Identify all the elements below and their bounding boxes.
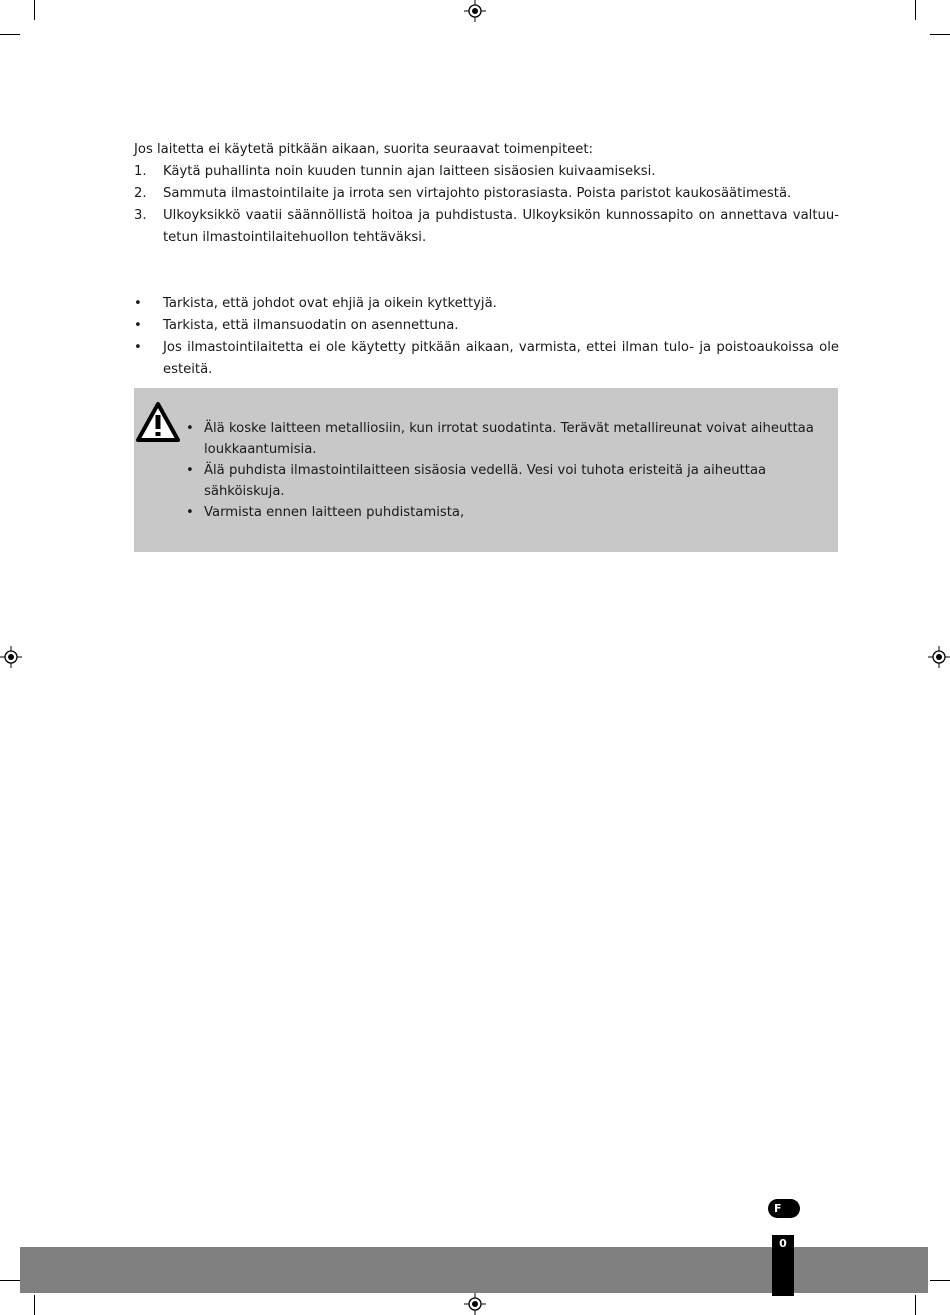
warning-box [134,388,838,552]
warning-list [186,418,826,523]
list-item [186,502,826,523]
page-number: 0 [772,1235,794,1296]
registration-mark-icon [464,1293,486,1315]
crop-mark [930,1280,950,1281]
check-text: Jos ilmastointilaitetta ei ole käytetty pitkään aikaan, varmista, ettei ilman tulo- ja poistoaukoissa ole esteitä. [163,340,839,377]
registration-mark-icon [0,646,22,668]
step-text: Käytä puhallinta noin kuuden tunnin ajan laitteen sisäosien kuivaamiseksi. [163,164,656,179]
registration-mark-icon [928,646,950,668]
warning-text: Älä koske laitteen metalliosiin, kun irrotat suodatinta. Terävät metallireunat voivat aiheuttaa loukkaantumisia. [204,421,814,457]
bullet: • [186,421,194,436]
list-item [134,293,839,315]
bullet: • [134,296,142,311]
bullet: • [134,318,142,333]
crop-mark [34,0,35,20]
warning-text: Varmista ennen laitteen puhdistamista, [204,505,465,520]
crop-mark [0,1280,20,1281]
list-item [134,337,839,381]
bullet: • [186,505,194,520]
list-item [186,418,826,460]
list-item [134,205,839,249]
list-item [134,183,839,205]
bullet: • [186,463,194,478]
language-badge: F [768,1199,800,1218]
step-text: Ulkoyksikkö vaatii säännöllistä hoitoa ja puhdistusta. Ulkoyksikön kunnossapito on annettava valtuu-tetun ilmastointilaitehuollon tehtäväksi. [163,208,839,245]
step-text: Sammuta ilmastointilaite ja irrota sen virtajohto pistorasiasta. Poista paristot kaukosäätimestä. [163,186,792,201]
numbered-steps [134,161,839,249]
intro-text: Jos laitetta ei käytetä pitkään aikaan, suorita seuraavat toimenpiteet: [134,142,593,157]
check-text: Tarkista, että ilmansuodatin on asennettuna. [163,318,459,333]
step-number: 1. [134,164,147,179]
check-text: Tarkista, että johdot ovat ehjiä ja oikein kytkettyjä. [163,296,497,311]
registration-mark-icon [464,0,486,22]
crop-mark [915,1295,916,1315]
warning-text: Älä puhdista ilmastointilaitteen sisäosia vedellä. Vesi voi tuhota eristeitä ja aiheuttaa sähköiskuja. [204,463,767,499]
check-list [134,293,839,381]
warning-triangle-icon [136,402,180,442]
step-number: 3. [134,208,147,223]
crop-mark [930,34,950,35]
crop-mark [915,0,916,20]
crop-mark [34,1295,35,1315]
bullet: • [134,340,142,355]
storage-instructions [134,139,839,249]
list-item [134,315,839,337]
list-item [134,161,839,183]
list-item [186,460,826,502]
crop-mark [0,34,20,35]
step-number: 2. [134,186,147,201]
